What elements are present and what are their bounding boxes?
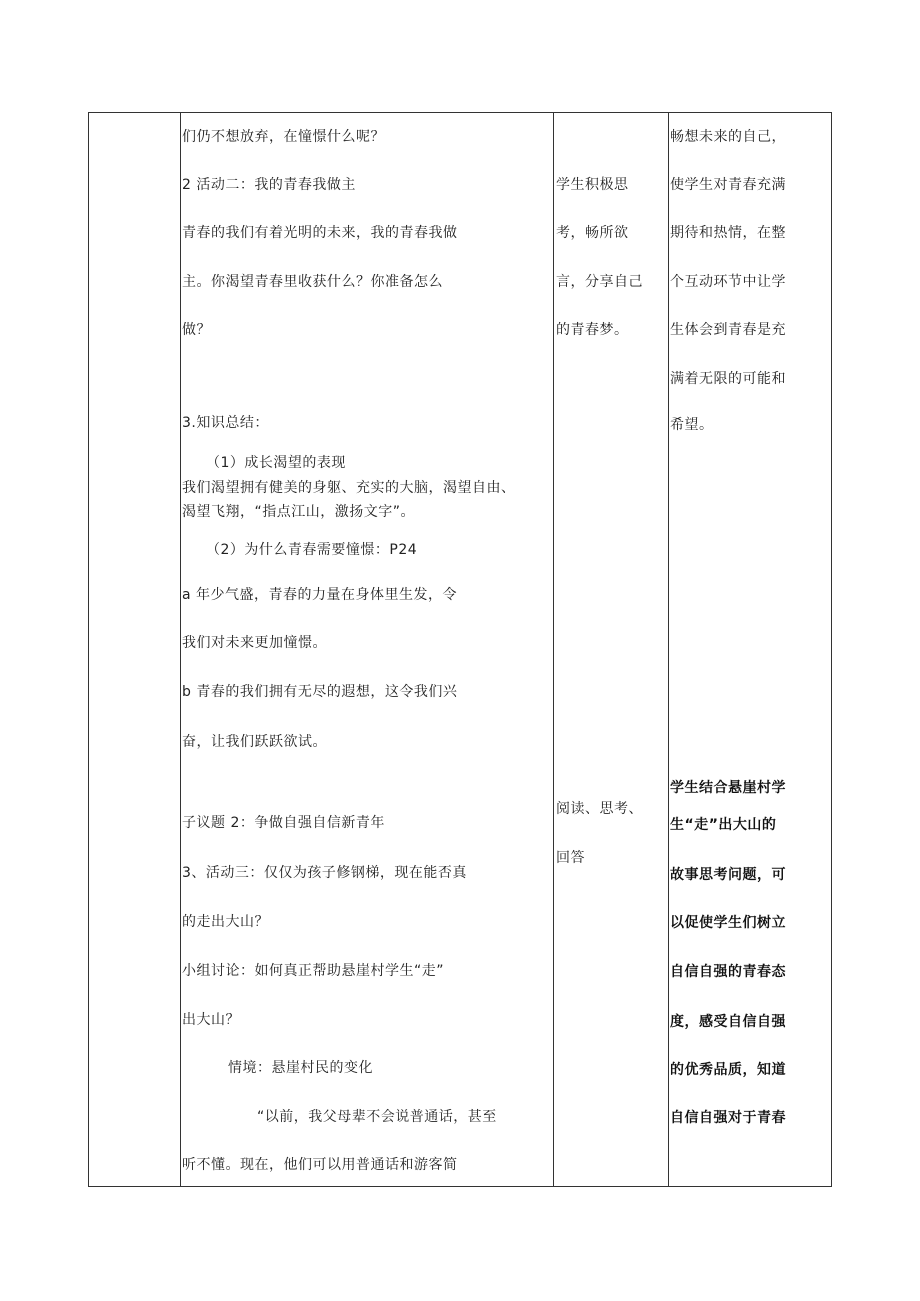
content-line: 们仍不想放弃，在憧憬什么呢？ — [182, 129, 385, 145]
content-line: 我们对未来更加憧憬。 — [182, 635, 327, 651]
table-bottom-border — [88, 1186, 832, 1187]
activity-line: 回答 — [556, 850, 585, 866]
content-line: 2 活动二：我的青春我做主 — [182, 177, 356, 193]
intent-line: 希望。 — [670, 417, 714, 433]
column-divider-3 — [668, 112, 669, 1187]
content-line: b 青春的我们拥有无尽的遐想，这令我们兴 — [182, 684, 458, 700]
content-line: 渴望飞翔，“指点江山，激扬文字”。 — [182, 504, 416, 520]
content-line: （1）成长渴望的表现 — [206, 455, 346, 471]
content-line: 青春的我们有着光明的未来，我的青春我做 — [182, 225, 458, 241]
column-divider-2 — [553, 112, 554, 1187]
content-line: 听不懂。现在，他们可以用普通话和游客简 — [182, 1157, 458, 1173]
activity-line: 的青春梦。 — [556, 322, 629, 338]
intent-line-bold: 的优秀品质，知道 — [670, 1062, 786, 1078]
content-line: 奋，让我们跃跃欲试。 — [182, 734, 327, 750]
content-line: 我们渴望拥有健美的身躯、充实的大脑，渴望自由、 — [182, 480, 516, 496]
intent-line: 个互动环节中让学 — [670, 274, 786, 290]
column-divider-1 — [180, 112, 181, 1187]
content-line: “以前，我父母辈不会说普通话，甚至 — [257, 1109, 497, 1125]
content-line: 做？ — [182, 322, 211, 338]
activity-line: 考，畅所欲 — [556, 225, 629, 241]
activity-line: 学生积极思 — [556, 177, 629, 193]
content-line: 3.知识总结： — [182, 415, 269, 431]
intent-line-bold: 度，感受自信自强 — [670, 1014, 786, 1030]
intent-line: 满着无限的可能和 — [670, 371, 786, 387]
table-right-border — [831, 112, 832, 1187]
intent-line-bold: 自信自强的青春态 — [670, 964, 786, 980]
content-line: a 年少气盛，青春的力量在身体里生发，令 — [182, 587, 458, 603]
intent-line-bold: 以促使学生们树立 — [670, 915, 786, 931]
content-line: 3、活动三：仅仅为孩子修钢梯，现在能否真 — [182, 865, 467, 881]
content-line: 出大山？ — [182, 1012, 240, 1028]
intent-line-bold: 学生结合悬崖村学 — [670, 780, 786, 796]
intent-line: 使学生对青春充满 — [670, 177, 786, 193]
intent-line-bold: 生“走”出大山的 — [670, 817, 777, 833]
table-left-border — [88, 112, 89, 1187]
content-line: 小组讨论：如何真正帮助悬崖村学生“走” — [182, 963, 445, 979]
intent-line-bold: 自信自强对于青春 — [670, 1110, 786, 1126]
content-line: 的走出大山？ — [182, 914, 269, 930]
table-top-border — [88, 112, 832, 113]
intent-line: 畅想未来的自己， — [670, 129, 786, 145]
content-line: 主。你渴望青春里收获什么？你准备怎么 — [182, 274, 443, 290]
activity-line: 阅读、思考、 — [556, 801, 643, 817]
content-line: 子议题 2：争做自强自信新青年 — [182, 815, 385, 831]
intent-line: 生体会到青春是充 — [670, 322, 786, 338]
content-line: （2）为什么青春需要憧憬：P24 — [206, 542, 418, 558]
content-line: 情境：悬崖村民的变化 — [228, 1060, 373, 1076]
intent-line-bold: 故事思考问题，可 — [670, 867, 786, 883]
activity-line: 言，分享自己 — [556, 274, 643, 290]
intent-line: 期待和热情，在整 — [670, 225, 786, 241]
